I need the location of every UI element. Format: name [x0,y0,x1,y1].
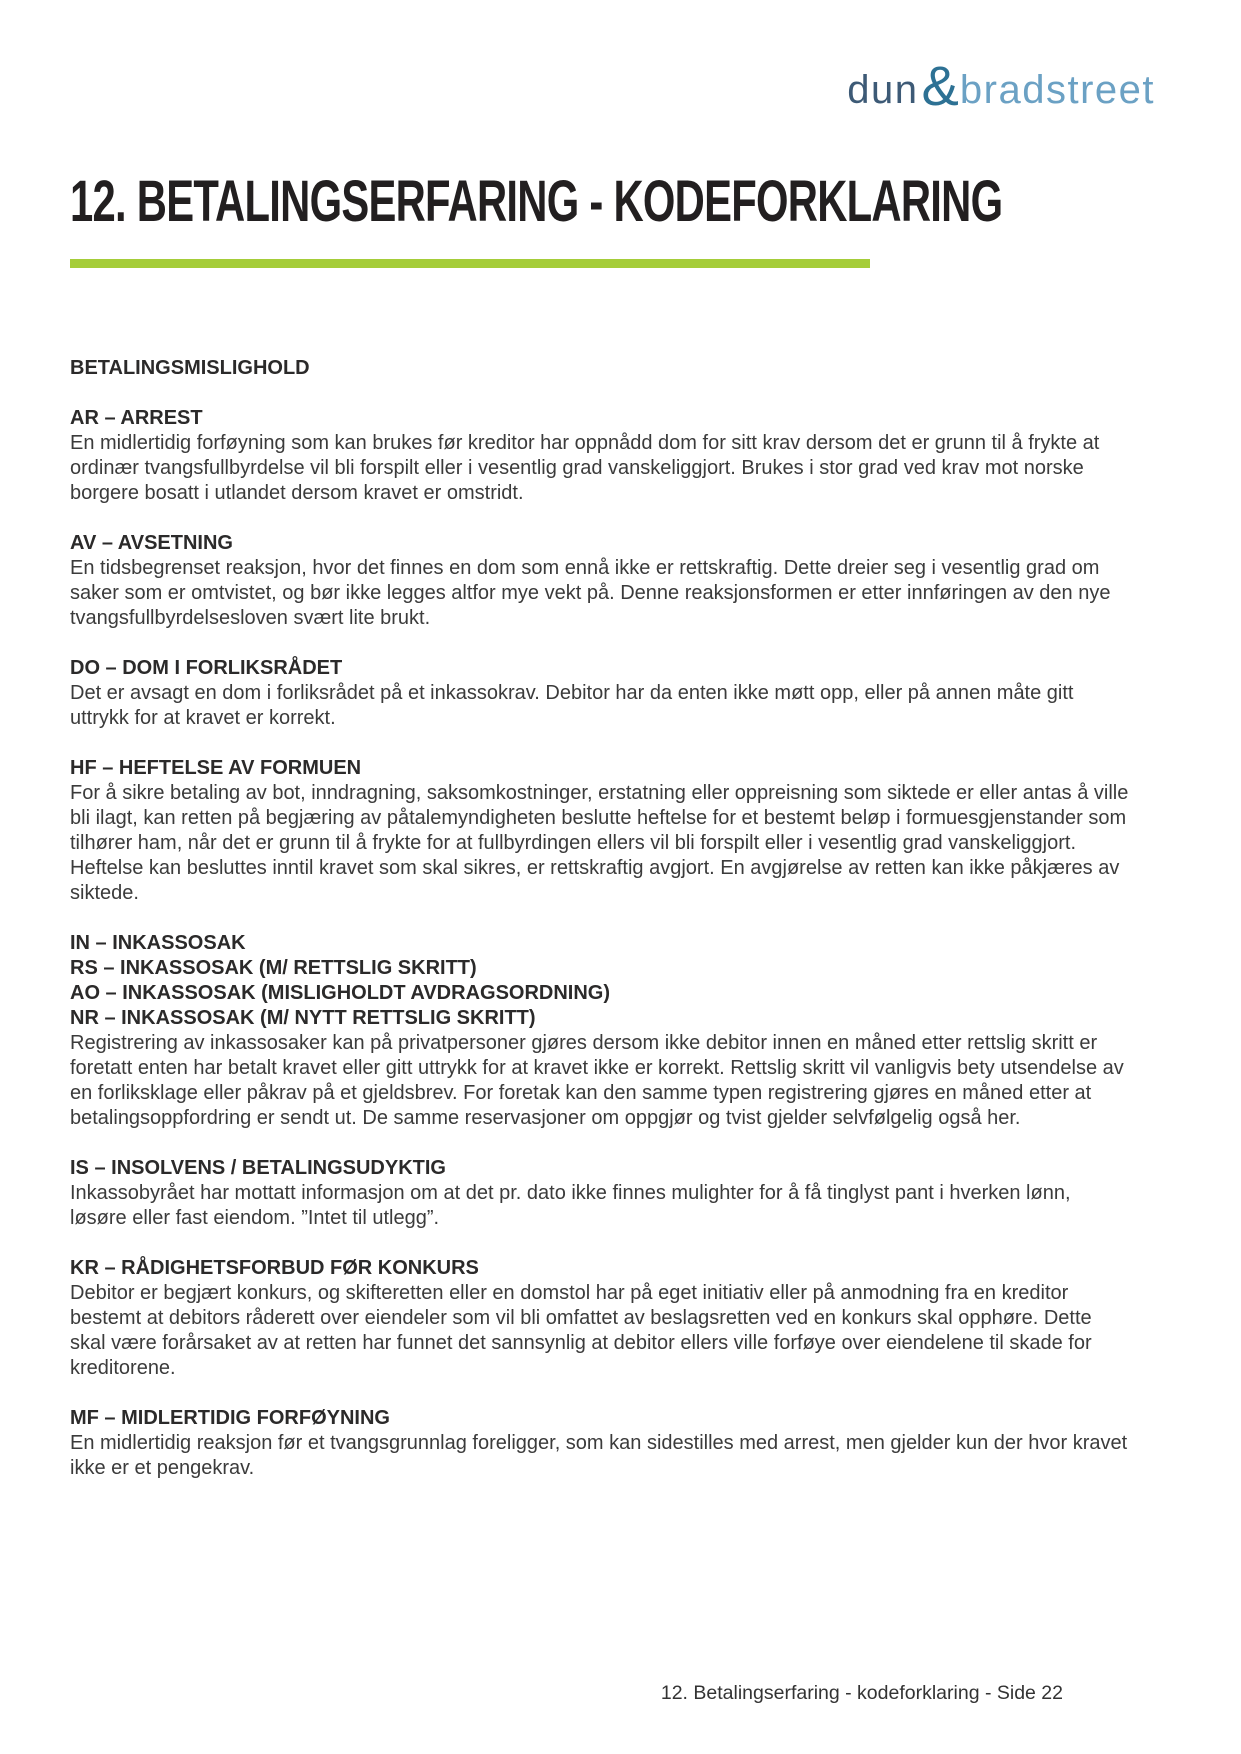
code-heading: AV – AVSETNING [70,532,233,554]
section-body: For å sikre betaling av bot, inndragning, saksomkostninger, erstatning eller oppreisning som siktede er eller antas å ville bli ilagt, kan retten på begjæring av påtalemyndigheten beslutte heftelse for et bestemt beløp i formuesgjenstander som tilhører ham, når det er grunn til å frykte for at fullbyrdingen ellers vil bli forspilt eller i vesentlig grad vanskeliggjort. Heftelse kan besluttes inntil kravet som skal sikres, er rettskraftig avgjort. En avgjørelse av retten kan ikke påkjæres av siktede. [70,782,1129,904]
section-body: En tidsbegrenset reaksjon, hvor det finnes en dom som ennå ikke er rettskraftig. Dette dreier seg i vesentlig grad om saker som er omtvistet, og bør ikke legges altfor mye vekt på. Denne reaksjonsformen er etter innføringen av den nye tvangsfullbyrdelsesloven svært lite brukt. [70,557,1111,629]
code-section [70,756,1130,906]
section-body: Registrering av inkassosaker kan på privatpersoner gjøres dersom ikke debitor innen en måned etter rettslig skritt er foretatt enten har betalt kravet eller gitt uttrykk for at kravet ikke er korrekt. Rettslig skritt vil vanligvis bety utsendelse av en forliksklage eller påkrav på et gjeldsbrev. For foretak kan den samme typen registrering gjøres en måned etter at betalingsoppfordring er sendt ut. De samme reservasjoner om oppgjør og tvist gjelder selvfølgelig også her. [70,1032,1124,1129]
code-sections [70,406,1130,1481]
section-body: Det er avsagt en dom i forliksrådet på et inkassokrav. Debitor har da enten ikke møtt opp, eller på annen måte gitt uttrykk for at kravet er korrekt. [70,682,1074,729]
code-section [70,406,1130,506]
code-heading: HF – HEFTELSE AV FORMUEN [70,757,362,779]
section-body: Inkassobyrået har mottatt informasjon om at det pr. dato ikke finnes mulighter for å få tinglyst pant i hverken lønn, løsøre eller fast eiendom. ”Intet til utlegg”. [70,1182,1071,1229]
section-codes [70,931,1130,1031]
code-section [70,1156,1130,1231]
code-section [70,531,1130,631]
code-section [70,931,1130,1131]
code-section [70,1406,1130,1481]
code-heading: MF – MIDLERTIDIG FORFØYNING [70,1407,390,1429]
category-heading: BETALINGSMISLIGHOLD [70,357,310,379]
code-heading: KR – RÅDIGHETSFORBUD FØR KONKURS [70,1257,479,1279]
page-footer: 12. Betalingserfaring - kodeforklaring - Side 22 [660,1682,1063,1704]
code-heading: IS – INSOLVENS / BETALINGSUDYKTIG [70,1157,446,1179]
section-codes [70,1256,1130,1281]
dun-bradstreet-logo: dun & bradstreet [847,54,1155,117]
title-accent-bar [70,259,870,268]
section-codes [70,1406,1130,1431]
code-heading: IN – INKASSOSAK [70,932,246,954]
section-body: En midlertidig reaksjon før et tvangsgrunnlag foreligger, som kan sidestilles med arrest, men gjelder kun der hvor kravet ikke er et pengekrav. [70,1432,1128,1479]
page-title: 12. BETALINGSERFARING - KODEFORKLARING [70,169,1003,234]
code-heading: AO – INKASSOSAK (MISLIGHOLDT AVDRAGSORDNING) [70,982,611,1004]
section-codes [70,1156,1130,1181]
section-codes [70,406,1130,431]
code-heading: NR – INKASSOSAK (M/ NYTT RETTSLIG SKRITT) [70,1007,536,1029]
section-codes [70,656,1130,681]
logo-word-bradstreet: bradstreet [959,68,1155,112]
code-section [70,1256,1130,1381]
section-codes [70,531,1130,556]
content-column [70,356,1130,1506]
section-codes [70,756,1130,781]
code-heading: RS – INKASSOSAK (M/ RETTSLIG SKRITT) [70,957,477,979]
section-body: En midlertidig forføyning som kan brukes før kreditor har oppnådd dom for sitt krav dersom det er grunn til å frykte at ordinær tvangsfullbyrdelse vil bli forspilt eller i vesentlig grad vanskeliggjort. Brukes i stor grad ved krav mot norske borgere bosatt i utlandet dersom kravet er omstridt. [70,432,1100,504]
code-section [70,656,1130,731]
logo-word-dun: dun [847,68,919,112]
code-heading: DO – DOM I FORLIKSRÅDET [70,657,343,679]
code-heading: AR – ARREST [70,407,203,429]
section-body: Debitor er begjært konkurs, og skifteretten eller en domstol har på eget initiativ eller på anmodning fra en kreditor bestemt at debitors råderett over eiendeler som vil bli omfattet av beslagsretten ved en konkurs skal opphøre. Dette skal være forårsaket av at retten har funnet det sannsynlig at debitor ellers ville forføye over eiendelene til skade for kreditorene. [70,1282,1092,1379]
